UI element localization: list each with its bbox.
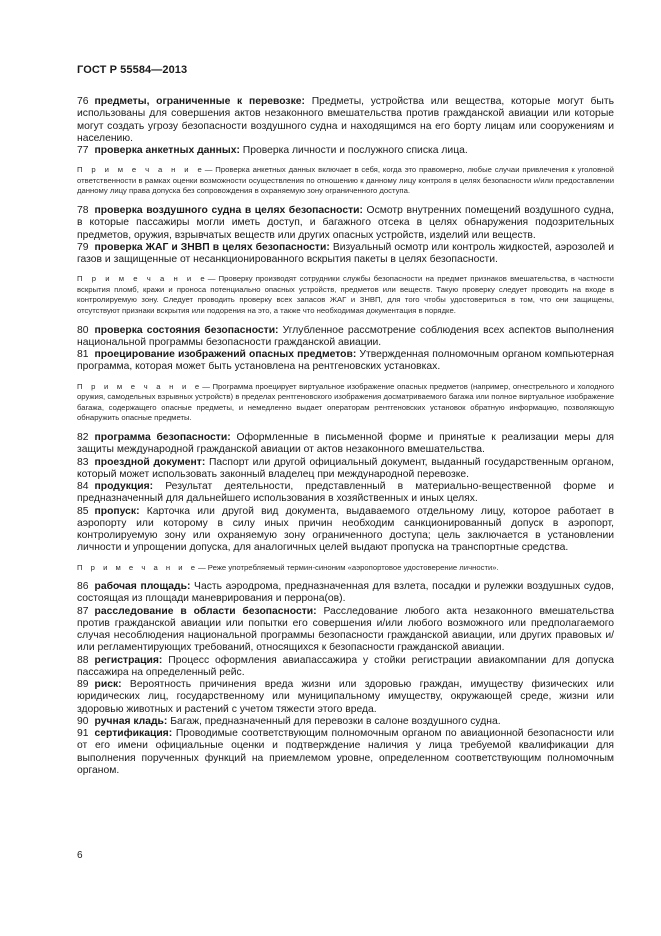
entry-definition: Визуальный осмотр или контроль жидкостей, аэрозолей и газов и защищенные от несанкционированного вскрытия пакеты в целях безопасности. — [77, 241, 614, 266]
term-entry — [77, 506, 614, 555]
entry-number: 91 — [77, 728, 89, 740]
entry-definition: Багаж, предназначенный для перевозки в салоне воздушного судна. — [170, 715, 501, 727]
entry-term: проверка анкетных данных: — [94, 145, 240, 156]
note-text: — Проверку производят сотрудники службы безопасности на предмет признаков вмешательства, в частности вскрытия пломб, кражи и проноса потенциально опасных устройств, предметов или веществ. Такую проверку следует проводить на входе в контролируемую зону. Следует проводить проверку всех запасов ЖАГ и ЗНВП, для того чтобы удостовериться в том, что они защищены, отсутствуют признаки вскрытия или подорения на это, а также что необходимая документация в порядке. — [77, 274, 614, 316]
entry-term: проездной документ: — [94, 456, 206, 468]
entry-term: продукция: — [94, 481, 154, 493]
entry-number: 83 — [77, 456, 89, 468]
term-entry — [77, 581, 614, 606]
entry-term: регистрация: — [94, 654, 163, 666]
note-text: — Реже употребляемый термин-синоним «аэропортовое удостоверение личности». — [197, 562, 499, 572]
entry-term: предметы, ограниченные к перевозке: — [94, 96, 305, 107]
entry-number: 76 — [77, 96, 89, 107]
entry-number: 88 — [77, 654, 89, 666]
entry-number: 86 — [77, 581, 89, 593]
entry-definition: Проводимые соответствующим полномочным органом по авиационной безопасности или от его имени официальные оценки и подтверждение наличия у лица требуемой квалификации для выполнения порученных функций на приемлемом уровне, определенном соответствующим полномочным органом. — [77, 728, 615, 776]
entry-term: риск: — [94, 679, 122, 691]
term-entry — [77, 96, 614, 145]
entry-definition: Оформленные в письменной форме и принятые к реализации меры для защиты международной гражданской авиации от актов незаконного вмешательства. — [77, 432, 614, 456]
entry-definition: Результат деятельности, представленный в материально-вещественной форме и предназначенный для дальнейшего использования в хозяйственных и иных целях. — [77, 481, 615, 505]
term-entry — [77, 728, 614, 777]
entry-definition: Проверка личности и послужного списка лица. — [242, 145, 468, 156]
term-entry — [77, 457, 614, 482]
entry-definition: Углубленное рассмотрение соблюдения всех аспектов выполнения национальной программы безопасности гражданской авиации. — [77, 324, 614, 348]
entry-number: 84 — [77, 481, 89, 493]
entry-term: ручная кладь: — [94, 715, 168, 727]
note-label: П р и м е ч а н и е — [77, 381, 203, 391]
entry-term: программа безопасности: — [94, 432, 231, 444]
entry-definition: Процесс оформления авиапассажира у стойки регистрации авиакомпании для допуска пассажира на определенный рейс. — [77, 654, 615, 678]
entry-definition: Часть аэродрома, предназначенная для взлета, посадки и рулежки воздушных судов, состоящая из площади маневрирования и перрона(ов). — [77, 581, 614, 605]
note-label: П р и м е ч а н и е — [77, 274, 208, 284]
entry-number: 85 — [77, 505, 89, 517]
entry-number: 77 — [77, 145, 89, 156]
note — [77, 274, 614, 316]
entry-number: 78 — [77, 205, 89, 217]
entry-number: 79 — [77, 241, 89, 253]
note — [77, 563, 614, 574]
entry-term: проверка ЖАГ и ЗНВП в целях безопасности: — [94, 241, 330, 253]
term-entry — [77, 481, 614, 506]
term-entry — [77, 432, 614, 457]
entry-number: 80 — [77, 324, 89, 336]
entry-definition: Вероятность причинения вреда жизни или здоровью граждан, имуществу физических или юридических лиц, государственному или муниципальному имуществу, окружающей среде, жизни или здоровью животных и растений с учетом тяжести этого вреда. — [77, 679, 615, 715]
term-entry — [77, 679, 614, 716]
term-entry — [77, 205, 614, 242]
entry-definition: Осмотр внутренних помещений воздушного судна, в которые пассажиры могли иметь доступ, и багажного отсека в целях обнаружения подозрительных предметов, оружия, взрывчатых веществ или других опасных устройств, изделий или веществ. — [77, 205, 614, 241]
entry-number: 81 — [77, 349, 89, 361]
entry-number: 89 — [77, 679, 89, 691]
term-entry — [77, 325, 614, 350]
entry-term: сертификация: — [94, 728, 173, 740]
note — [77, 382, 614, 424]
note-text: — Программа проецирует виртуальное изображение опасных предметов (например, огнестрельного и холодного оружия, самодельных взрывных устройств) в пределах рентгеновского изображения досматриваемого багажа или полное виртуальное изображение багажа, содержащего опасные предметы, и немедленно выдает операторам рентгеновских установок обратную информацию, позволяющую обнаружить опасные предметы. — [77, 381, 614, 423]
note-text: — Проверка анкетных данных включает в себя, когда это правомерно, любые случаи привлечения к уголовной ответственности в рамках оценки возможности осуществления по отношению к данному лицу контроля в целях безопасности и/или предоставлении данному лицу права допуска без сопровождения в охраняемую зону ограниченного доступа. — [77, 165, 614, 196]
entry-term: рабочая площадь: — [94, 581, 191, 593]
entry-number: 90 — [77, 715, 89, 727]
entry-definition: Расследование любого акта незаконного вмешательства против гражданской авиации или попытки его совершения и/или любого возможного или предполагаемого случая несоблюдения национальной программы безопасности гражданской авиации, или других правовых и/или регламентирующих требований, относящихся к безопасности гражданской авиации. — [77, 605, 615, 654]
entry-term: пропуск: — [94, 505, 140, 517]
note-label: П р и м е ч а н и е — [77, 562, 198, 572]
document-page — [77, 64, 614, 777]
entry-definition: Карточка или другой вид документа, выдаваемого отдельному лицу, которое работает в аэропорту или которому в силу иных причин необходим санкционированный допуск в аэропорт, контролируемую зону или охраняемую зону ограниченного доступа; цель заключается в установлении личности и упрощении допуска, для аналогичных целей выдают пропуска на транспортные средства. — [77, 505, 614, 554]
entry-term: расследование в области безопасности: — [94, 605, 317, 617]
entry-term: проверка состояния безопасности: — [94, 324, 279, 336]
page-number: 6 — [77, 850, 83, 861]
entries-list — [77, 96, 614, 777]
entry-term: проецирование изображений опасных предметов: — [94, 349, 357, 361]
term-entry — [77, 716, 614, 728]
note-label: П р и м е ч а н и е — [77, 165, 205, 175]
term-entry — [77, 242, 614, 267]
entry-definition: Паспорт или другой официальный документ, выданный государственным органом, который может использовать законный владелец при международной перевозке. — [77, 456, 615, 480]
entry-number: 82 — [77, 432, 89, 444]
entry-term: проверка воздушного судна в целях безопасности: — [94, 205, 363, 217]
term-entry — [77, 349, 614, 374]
term-entry — [77, 655, 614, 680]
entry-definition: Предметы, устройства или вещества, которые могут быть использованы для совершения актов незаконного вмешательства против гражданской авиации или которые могут создать угрозу безопасности воздушного судна и находящимся на его борту лицам или сооружениям и населению. — [77, 96, 614, 144]
entry-definition: Утвержденная полномочным органом компьютерная программа, которая может быть установлена на рентгеновских установках. — [77, 349, 615, 373]
term-entry — [77, 145, 614, 157]
term-entry — [77, 606, 614, 655]
note — [77, 165, 614, 197]
document-header: ГОСТ Р 55584—2013 — [77, 64, 188, 76]
entry-number: 87 — [77, 605, 89, 617]
